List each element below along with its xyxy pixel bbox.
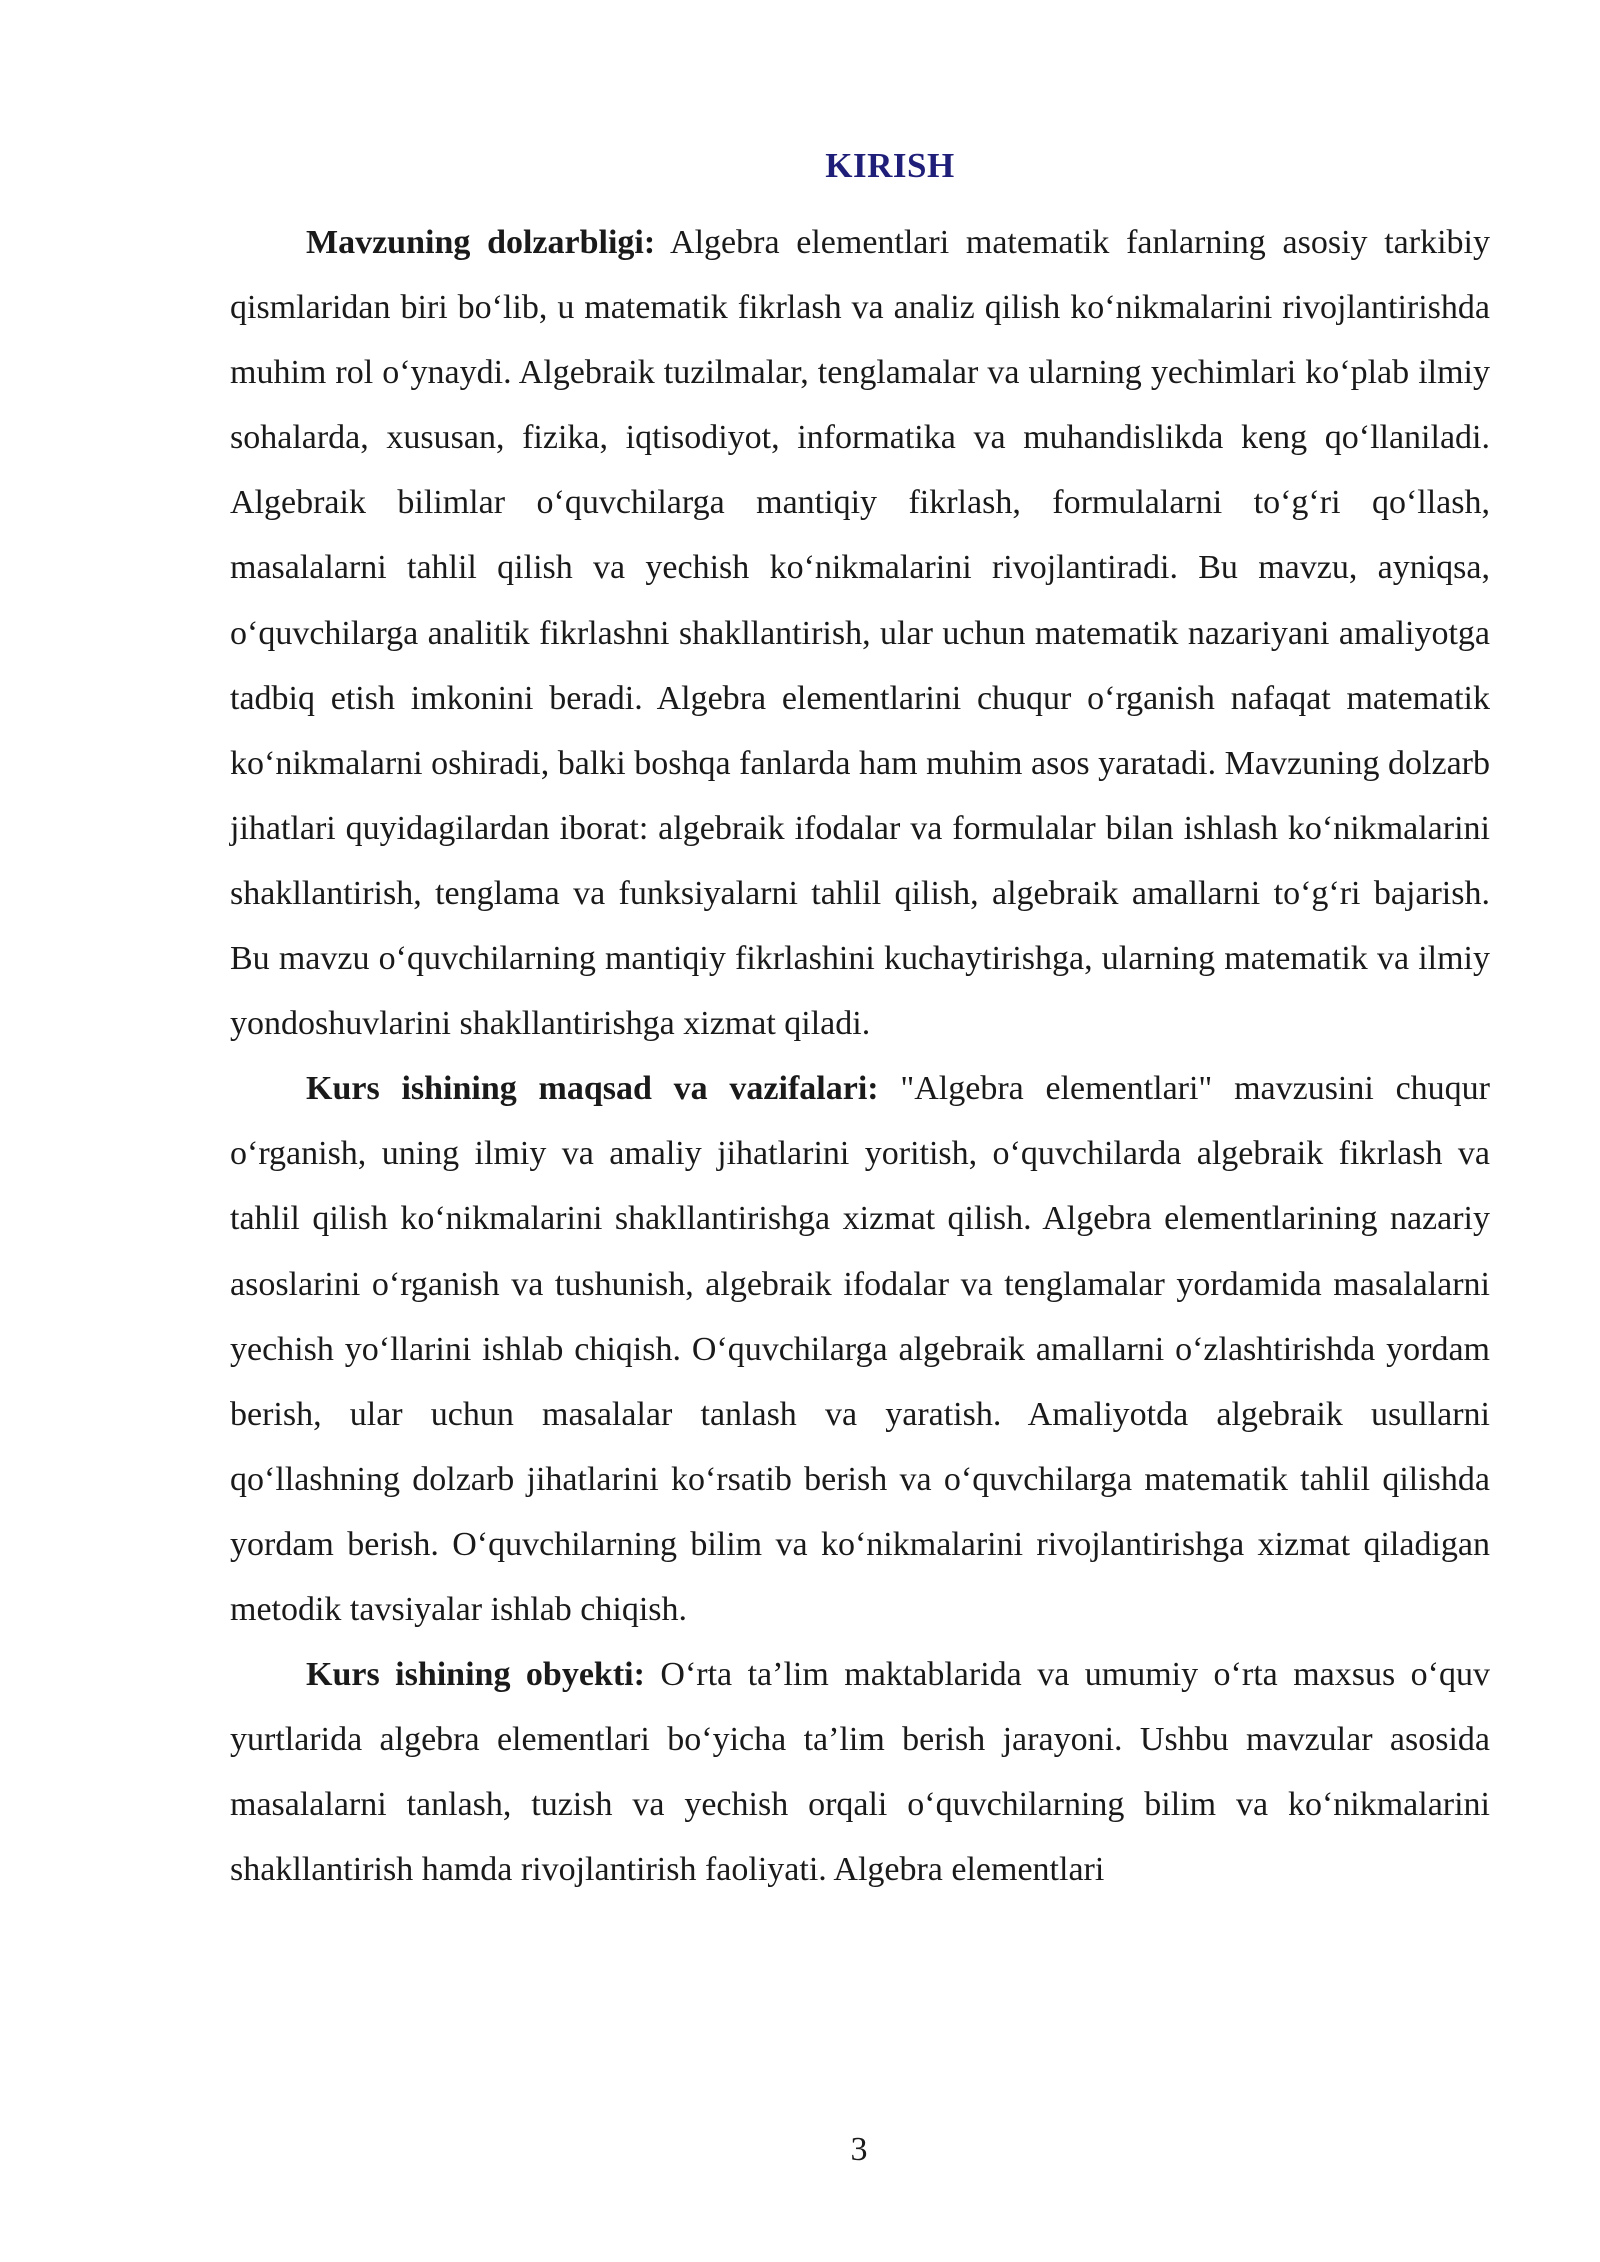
paragraph-text: "Algebra elementlari" mavzusini chuqur o‘rganish, uning ilmiy va amaliy jihatlarini yoritish, o‘quvchilarda algebraik fikrlash va tahlil qilish ko‘nikmalarini shakllantirishga xizmat qilish. Algebra elementlarining nazariy asoslarini o‘rganish va tushunish, algebraik ifodalar va tenglamalar yordamida masalalarni yechish yo‘llarini ishlab chiqish. O‘quvchilarga algebraik amallarni o‘zlashtirishda yordam berish, ular uchun masalalar tanlash va yaratish. Amaliyotda algebraik usullarni qo‘llashning dolzarb jihatlarini ko‘rsatib berish va o‘quvchilarga matematik tahlil qilishda yordam berish. O‘quvchilarning bilim va ko‘nikmalarini rivojlantirishga xizmat qiladigan metodik tavsiyalar ishlab chiqish.	[230, 1070, 1491, 1628]
paragraph-lead: Kurs ishining maqsad va vazifalari:	[306, 1070, 879, 1108]
paragraph-lead: Mavzuning dolzarbligi:	[306, 224, 656, 261]
paragraph-relevance	[230, 210, 1490, 1056]
page-title: KIRISH	[825, 146, 955, 185]
paragraph-text: Algebra elementlari matematik fanlarning asosiy tarkibiy qismlaridan biri bo‘lib, u matematik fikrlash va analiz qilish ko‘nikmalarini rivojlantirishda muhim rol o‘ynaydi. Algebraik tuzilmalar, tenglamalar va ularning yechimlari ko‘plab ilmiy sohalarda, xususan, fizika, iqtisodiyot, informatika va muhandislikda keng qo‘llaniladi. Algebraik bilimlar o‘quvchilarga mantiqiy fikrlash, formulalarni to‘g‘ri qo‘llash, masalalarni tahlil qilish va yechish ko‘nikmalarini rivojlantiradi. Bu mavzu, ayniqsa, o‘quvchilarga analitik fikrlashni shakllantirish, ular uchun matematik nazariyani amaliyotga tadbiq etish imkonini beradi. Algebra elementlarini chuqur o‘rganish nafaqat matematik ko‘nikmalarni oshiradi, balki boshqa fanlarda ham muhim asos yaratadi. Mavzuning dolzarb jihatlari quyidagilardan iborat: algebraik ifodalar va formulalar bilan ishlash ko‘nikmalarini shakllantirish, tenglama va funksiyalarni tahlil qilish, algebraik amallarni to‘g‘ri bajarish. Bu mavzu o‘quvchilarning mantiqiy fikrlashini kuchaytirishga, ularning matematik va ilmiy yondoshuvlarini shakllantirishga xizmat qiladi.	[230, 224, 1490, 1043]
paragraph-text: O‘rta ta’lim maktablarida va umumiy o‘rta maxsus o‘quv yurtlarida algebra elementlari bo‘yicha ta’lim berish jarayoni. Ushbu mavzular asosida masalalarni tanlash, tuzish va yechish orqali o‘quvchilarning bilim va ko‘nikmalarini shakllantirish hamda rivojlantirish faoliyati. Algebra elementlari	[230, 1656, 1490, 1889]
page-number: 3	[850, 2131, 868, 2168]
document-body	[230, 210, 1490, 1902]
paragraph-goals	[230, 1056, 1490, 1642]
paragraph-object	[230, 1642, 1490, 1902]
paragraph-lead: Kurs ishining obyekti:	[306, 1656, 645, 1694]
